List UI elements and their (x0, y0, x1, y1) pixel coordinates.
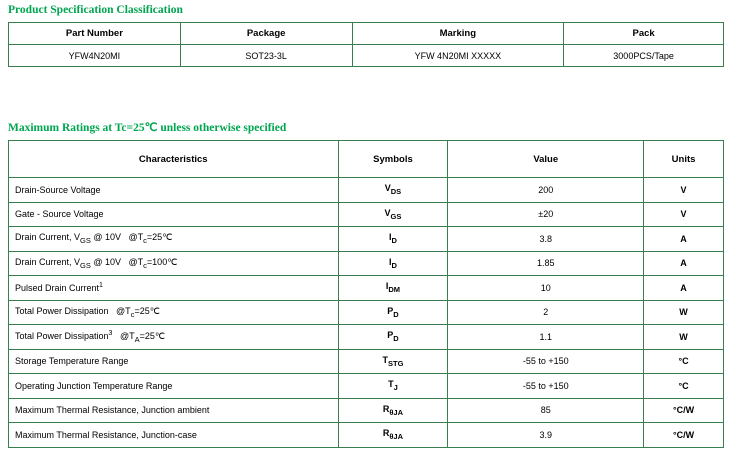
cell-symbol: $T_{STG}$ (338, 349, 448, 374)
cell-unit: W (644, 300, 724, 325)
cell-symbol: $P_D$ (338, 325, 448, 350)
table-header-row (9, 23, 724, 45)
cell-value: 3.8 (448, 227, 644, 252)
cell-characteristic: Total Power Dissipation$^3$ $@T_A=25℃$ (9, 325, 339, 350)
table-row (9, 423, 724, 448)
table-row (9, 251, 724, 276)
table-row (9, 349, 724, 374)
cell-symbol: $R_{\theta JA}$ (338, 423, 448, 448)
cell-unit: A (644, 251, 724, 276)
cell-characteristic: Pulsed Drain Current$^1$ (9, 276, 339, 301)
cell-unit: °C/W (644, 423, 724, 448)
cell-characteristic: Storage Temperature Range (9, 349, 339, 374)
cell-unit: °C/W (644, 398, 724, 423)
table-row (9, 374, 724, 399)
product-specification-classification-table (8, 22, 724, 67)
table-row (9, 178, 724, 203)
column-header-characteristics: Characteristics (9, 141, 339, 178)
cell-value: 2 (448, 300, 644, 325)
maximum-ratings-body (9, 178, 724, 448)
cell-unit: A (644, 227, 724, 252)
cell-symbol: $I_D$ (338, 251, 448, 276)
cell-value: 85 (448, 398, 644, 423)
cell-unit: A (644, 276, 724, 301)
cell-value: ±20 (448, 202, 644, 227)
cell-pack: 3000PCS/Tape (564, 45, 724, 67)
cell-symbol: $I_{DM}$ (338, 276, 448, 301)
table-row (9, 398, 724, 423)
cell-characteristic: Maximum Thermal Resistance, Junction ambient (9, 398, 339, 423)
cell-value: 10 (448, 276, 644, 301)
table-row (9, 300, 724, 325)
cell-characteristic: Gate - Source Voltage (9, 202, 339, 227)
cell-symbol: $V_{DS}$ (338, 178, 448, 203)
column-header-symbols: Symbols (338, 141, 448, 178)
cell-unit: °C (644, 374, 724, 399)
cell-value: 200 (448, 178, 644, 203)
cell-symbol: $V_{GS}$ (338, 202, 448, 227)
cell-symbol: $R_{\theta JA}$ (338, 398, 448, 423)
cell-value: -55 to +150 (448, 374, 644, 399)
cell-characteristic: Total Power Dissipation $@T_c=25℃$ (9, 300, 339, 325)
cell-characteristic: Maximum Thermal Resistance, Junction-case (9, 423, 339, 448)
cell-value: 1.85 (448, 251, 644, 276)
cell-value: 1.1 (448, 325, 644, 350)
column-header-part-number: Part Number (9, 23, 181, 45)
cell-symbol: $T_J$ (338, 374, 448, 399)
cell-part-number: YFW4N20MI (9, 45, 181, 67)
cell-value: -55 to +150 (448, 349, 644, 374)
section-title-product-specification-classification: Product Specification Classification (8, 4, 183, 16)
column-header-units: Units (644, 141, 724, 178)
cell-package: SOT23-3L (180, 45, 352, 67)
table-row (9, 227, 724, 252)
cell-unit: °C (644, 349, 724, 374)
maximum-ratings-table (8, 140, 724, 448)
table-row (9, 202, 724, 227)
table-row (9, 276, 724, 301)
column-header-marking: Marking (352, 23, 564, 45)
cell-characteristic: Operating Junction Temperature Range (9, 374, 339, 399)
cell-symbol: $P_D$ (338, 300, 448, 325)
cell-unit: W (644, 325, 724, 350)
section-title-maximum-ratings: Maximum Ratings at Tc=25℃ unless otherwise specified (8, 122, 287, 134)
cell-unit: V (644, 202, 724, 227)
cell-unit: V (644, 178, 724, 203)
table-header-row (9, 141, 724, 178)
cell-symbol: $I_D$ (338, 227, 448, 252)
column-header-package: Package (180, 23, 352, 45)
cell-marking: YFW 4N20MI XXXXX (352, 45, 564, 67)
column-header-pack: Pack (564, 23, 724, 45)
cell-characteristic: Drain-Source Voltage (9, 178, 339, 203)
table-row (9, 45, 724, 67)
cell-characteristic: Drain Current, $V_{GS}$ @ 10V $@T_c=25℃$ (9, 227, 339, 252)
column-header-value: Value (448, 141, 644, 178)
cell-characteristic: Drain Current, $V_{GS}$ @ 10V $@T_c=100℃$ (9, 251, 339, 276)
table-row (9, 325, 724, 350)
cell-value: 3.9 (448, 423, 644, 448)
